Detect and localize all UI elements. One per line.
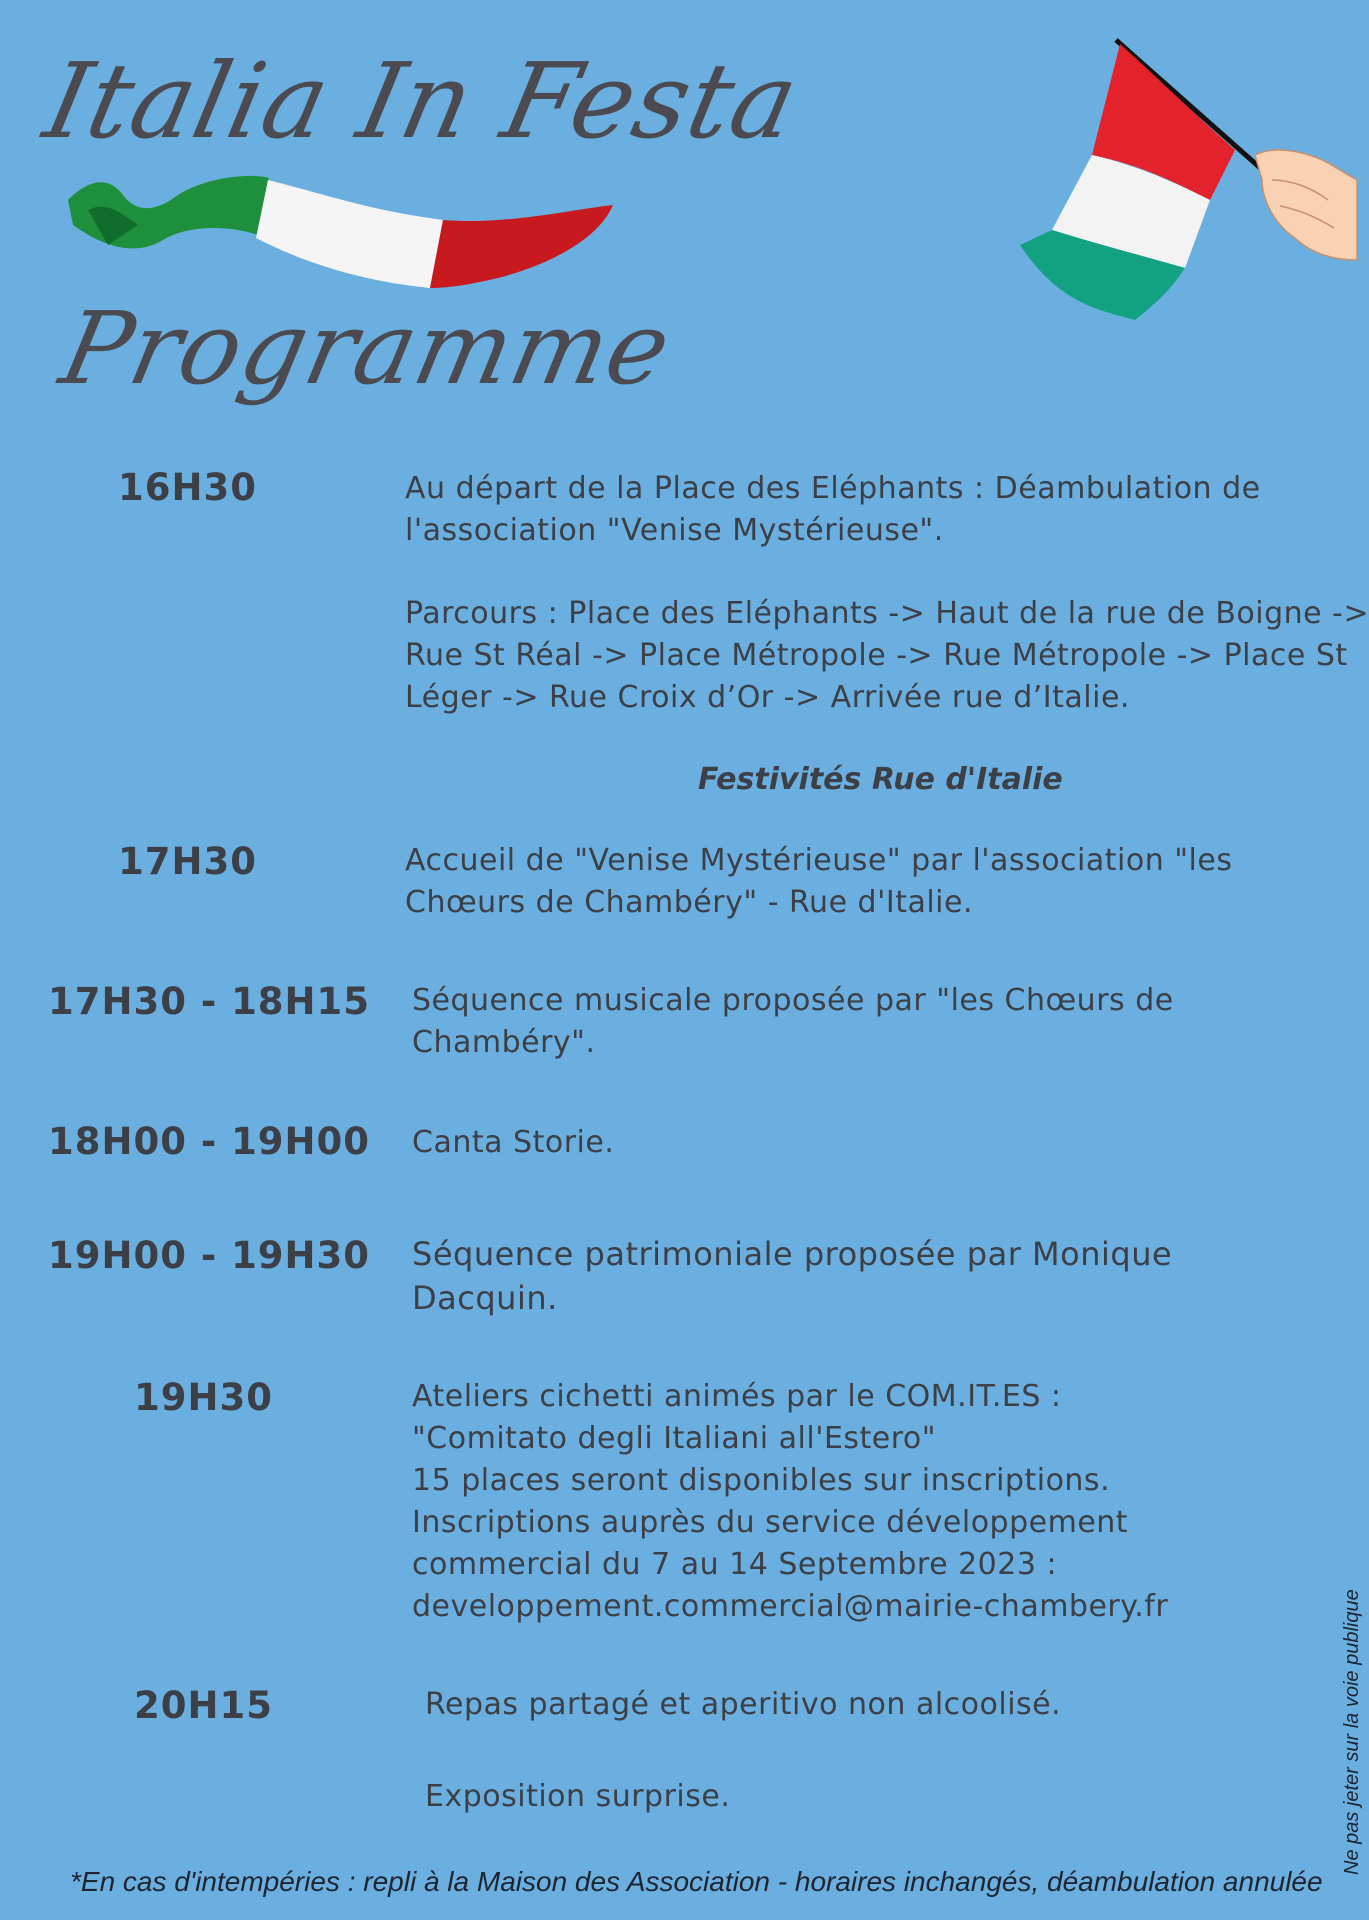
event-line: commercial du 7 au 14 Septembre 2023 : — [412, 1547, 1058, 1582]
event-line: Accueil de "Venise Mystérieuse" par l'association "les — [405, 843, 1233, 878]
time-slot: 17H30 — [118, 840, 257, 883]
event-line: Canta Storie. — [412, 1125, 615, 1160]
time-slot: 16H30 — [118, 466, 257, 509]
event-description — [405, 468, 1261, 552]
page-title: Italia In Festa — [35, 40, 809, 162]
route-line: Parcours : Place des Eléphants -> Haut de la rue de Boigne -> — [405, 596, 1369, 631]
time-slot: 18H00 - 19H00 — [48, 1120, 371, 1163]
programme-title: Programme — [51, 290, 681, 407]
route-line: Rue St Réal -> Place Métropole -> Rue Métropole -> Place St — [405, 638, 1348, 673]
event-line: Dacquin. — [412, 1279, 558, 1317]
event-line: l'association "Venise Mystérieuse". — [405, 513, 944, 548]
event-line: Séquence musicale proposée par "les Chœurs de — [412, 983, 1174, 1018]
event-description — [412, 1232, 1172, 1320]
route-description — [405, 593, 1369, 719]
time-slot: 17H30 - 18H15 — [48, 980, 371, 1023]
event-line: developpement.commercial@mairie-chambery.fr — [412, 1589, 1169, 1624]
event-line: "Comitato degli Italiani all'Estero" — [412, 1421, 937, 1456]
event-extra: Exposition surprise. — [425, 1779, 731, 1814]
footer-note: *En cas d'intempéries : repli à la Maison des Association - horaires inchangés, déambulation annulée — [70, 1866, 1323, 1897]
event-description — [425, 1684, 1061, 1726]
festivites-heading: Festivités Rue d'Italie — [698, 762, 1063, 797]
time-slot: 19H30 — [134, 1376, 273, 1419]
event-line: Repas partagé et aperitivo non alcoolisé. — [425, 1687, 1062, 1722]
event-line: Inscriptions auprès du service développement — [412, 1505, 1129, 1540]
event-line: Ateliers cichetti animés par le COM.IT.ES : — [412, 1379, 1062, 1414]
time-slot: 19H00 - 19H30 — [48, 1234, 371, 1277]
event-line: Au départ de la Place des Eléphants : Déambulation de — [405, 471, 1261, 506]
event-description — [412, 1376, 1168, 1628]
event-line: Chambéry". — [412, 1025, 596, 1060]
event-description — [412, 1122, 614, 1164]
event-line: Séquence patrimoniale proposée par Monique — [412, 1235, 1173, 1273]
italian-ribbon-icon — [68, 170, 618, 300]
event-description — [412, 980, 1174, 1064]
event-line: Chœurs de Chambéry" - Rue d'Italie. — [405, 885, 974, 920]
event-description — [405, 840, 1232, 924]
route-line: Léger -> Rue Croix d’Or -> Arrivée rue d’Italie. — [405, 680, 1130, 715]
time-slot: 20H15 — [134, 1684, 273, 1727]
italian-flag-in-hand-icon — [1010, 30, 1357, 330]
event-line: 15 places seront disponibles sur inscriptions. — [412, 1463, 1111, 1498]
side-note: Ne pas jeter sur la voie publique — [1341, 1589, 1363, 1875]
